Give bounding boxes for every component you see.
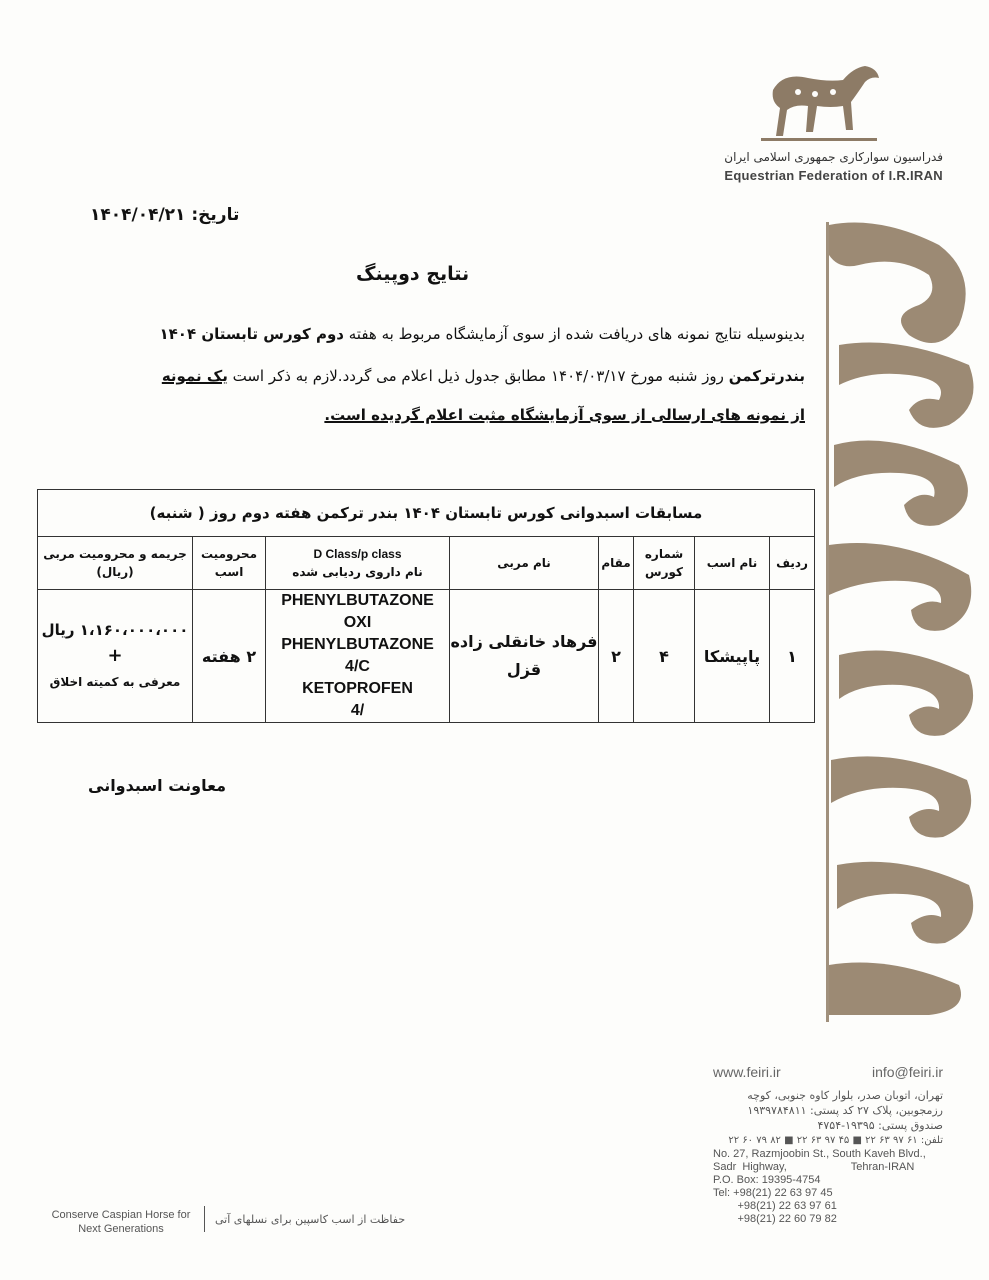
- address-en: No. 27, Razmjoobin St., South Kaveh Blvd., Sadr Highway, Tehran-IRAN P.O. Box: 19395-4754 Tel: +98(21) 22 63 97 45 +98(21) 22 63 97 61 +98(21) 22 60 79 82: [713, 1148, 926, 1225]
- footer-divider: [204, 1206, 205, 1232]
- header-trainer-fine-2: (ریال): [96, 565, 134, 579]
- signature: معاونت اسبدوانی: [88, 776, 227, 795]
- header-horse-ban: [193, 537, 266, 590]
- org-name-en: Equestrian Federation of I.R.IRAN: [724, 168, 943, 183]
- org-name-fa: فدراسیون سوارکاری جمهوری اسلامی ایران: [724, 150, 943, 164]
- email-link[interactable]: info@feiri.ir: [871, 1064, 943, 1080]
- cell-trainer-name-1: فرهاد خانقلی زاده: [450, 632, 598, 651]
- date-value: ۱۴۰۴/۰۴/۲۱: [90, 205, 186, 225]
- fine-plus: +: [107, 645, 123, 666]
- body-line-2-underlined: یک نمونه: [161, 367, 228, 385]
- header-drug-1: D Class/p class: [313, 547, 402, 561]
- footer-slogan-fa: حفاظت از اسب کاسپین برای نسلهای آتی: [215, 1213, 406, 1226]
- table-title-row: [38, 490, 815, 537]
- address-fa-2: رزمجوبین، پلاک ۲۷ کد پستی: ۱۹۳۹۷۸۴۸۱۱: [747, 1104, 943, 1117]
- cell-rank: ۲: [599, 590, 634, 723]
- table-header-row: [38, 537, 815, 590]
- drug-5: 4/: [350, 702, 365, 719]
- page-title: نتایج دوپینگ: [356, 263, 470, 285]
- cell-drugs: [266, 590, 450, 723]
- header-trainer-fine: [38, 537, 193, 590]
- website-link[interactable]: www.feiri.ir: [713, 1064, 781, 1080]
- doping-results-table: [37, 489, 815, 723]
- drug-3: 4/C: [345, 658, 370, 675]
- contact-block: [713, 1065, 943, 1226]
- header-row-number: ردیف: [770, 537, 815, 590]
- cell-trainer-name: [450, 590, 599, 723]
- body-line-3-text: از نمونه های ارسالی از سوی آزمایشگاه مثبت اعلام گردیده است.: [324, 406, 805, 424]
- header-trainer-name: نام مربی: [450, 537, 599, 590]
- date-label: تاریخ:: [191, 205, 240, 225]
- body-line-1: [70, 325, 805, 343]
- header-race-number-1: شماره: [644, 547, 684, 561]
- ornament-pattern-icon: [819, 215, 989, 1015]
- body-line-2: [70, 367, 805, 385]
- header-horse-ban-1: محرومیت: [200, 547, 258, 561]
- header-drug-2: نام داروی ردیابی شده: [292, 565, 423, 579]
- cell-trainer-fine: [38, 590, 193, 723]
- body-line-1-bold: دوم کورس تابستان ۱۴۰۴: [159, 325, 344, 343]
- header-horse-ban-2: اسب: [214, 565, 244, 579]
- fine-ethics-referral: معرفی به کمیته اخلاق: [49, 675, 181, 689]
- drug-2: OXI PHENYLBUTAZONE: [281, 614, 434, 653]
- cell-race-number: ۴: [634, 590, 695, 723]
- header-horse-name: نام اسب: [695, 537, 770, 590]
- header-race-number: [634, 537, 695, 590]
- body-line-2-text: روز شنبه مورخ ۱۴۰۴/۰۳/۱۷ مطابق جدول ذیل اعلام می گردد.لازم به ذکر است: [227, 367, 729, 385]
- horse-logo-icon: [753, 60, 883, 144]
- table-row: [38, 590, 815, 723]
- footer-slogan-en: Conserve Caspian Horse for Next Generations: [51, 1209, 191, 1235]
- address-fa-1: تهران، اتوبان صدر، بلوار کاوه جنوبی، کوچه: [747, 1089, 943, 1102]
- drug-4: KETOPROFEN: [302, 680, 413, 697]
- header-trainer-fine-1: جریمه و محرومیت مربی: [43, 547, 187, 561]
- address-fa-3: صندوق پستی: ۱۹۳۹۵-۴۷۵۴: [817, 1119, 943, 1132]
- letter-date: [90, 205, 239, 225]
- drug-1: PHENYLBUTAZONE: [281, 592, 434, 609]
- phone-fa: تلفن: ۶۱ ۹۷ ۶۳ ۲۲ ■ ۴۵ ۹۷ ۶۳ ۲۲ ■ ۸۲ ۷۹ ۶۰ ۲۲: [728, 1135, 943, 1146]
- header-drug: [266, 537, 450, 590]
- fine-amount: ۱،۱۶۰،۰۰۰،۰۰۰ ریال: [41, 621, 189, 639]
- body-line-3: [70, 406, 805, 424]
- cell-row-number: ۱: [770, 590, 815, 723]
- web-row: [713, 1065, 943, 1080]
- cell-horse-name: پاپیشکا: [695, 590, 770, 723]
- table-title: مسابقات اسبدوانی کورس تابستان ۱۴۰۴ بندر ترکمن هفته دوم روز ( شنبه): [38, 490, 815, 537]
- header-race-number-2: کورس: [645, 565, 683, 579]
- cell-trainer-name-2: قزل: [506, 660, 542, 679]
- header-rank: مقام: [599, 537, 634, 590]
- body-line-1-text: بدینوسیله نتایج نمونه های دریافت شده از سوی آزمایشگاه مربوط به هفته: [344, 325, 805, 343]
- cell-horse-ban: ۲ هفته: [193, 590, 266, 723]
- body-line-2-bold: بندرترکمن: [728, 367, 805, 385]
